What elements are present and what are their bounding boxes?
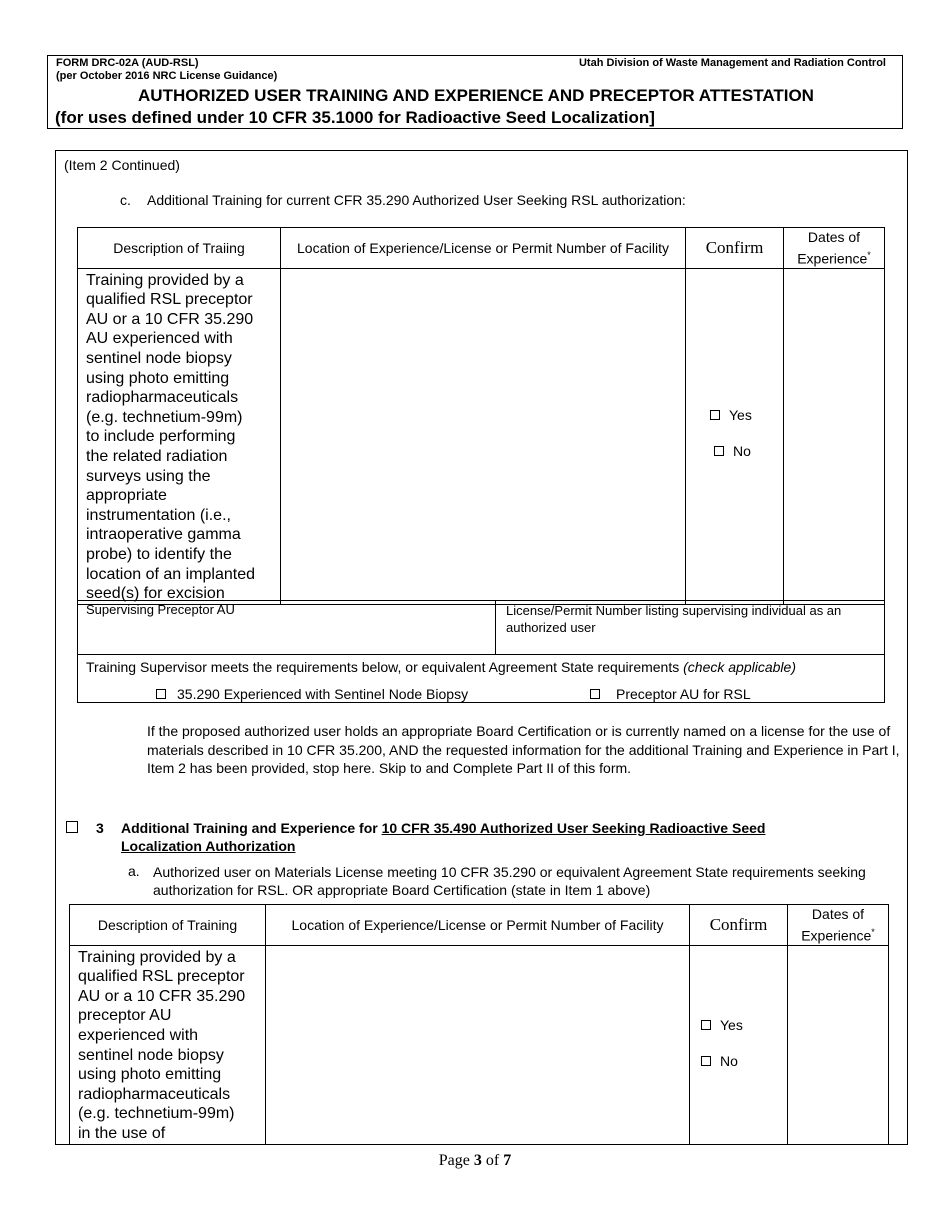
desc-line: (e.g. technetium-99m) bbox=[78, 1105, 235, 1123]
option-preceptor-au[interactable] bbox=[590, 686, 751, 702]
dates-label: Dates of Experience bbox=[801, 906, 872, 944]
dates-input-cell[interactable] bbox=[788, 945, 889, 1144]
desc-line: Training provided by a bbox=[86, 271, 244, 289]
of-word: of bbox=[485, 1152, 500, 1169]
supervisor-requirements bbox=[78, 655, 885, 703]
item3-heading-prefix: Additional Training and Experience for bbox=[121, 820, 382, 836]
no-label: No bbox=[733, 442, 751, 459]
desc-line: seed(s) for excision bbox=[86, 585, 225, 603]
form-title: AUTHORIZED USER TRAINING AND EXPERIENCE AND PRECEPTOR ATTESTATION bbox=[138, 86, 814, 105]
check-applicable: (check applicable) bbox=[683, 659, 796, 675]
supervisor-meets-label: Training Supervisor meets the requirements below, or equivalent Agreement State requirements bbox=[86, 659, 684, 675]
item3-heading-line2: Localization Authorization bbox=[121, 838, 296, 854]
desc-line: appropriate bbox=[86, 487, 167, 505]
preceptor-au-label: Preceptor AU for RSL bbox=[616, 686, 751, 702]
sentinel-node-label: 35.290 Experienced with Sentinel Node Biopsy bbox=[177, 686, 469, 702]
dates-label: Dates of Experience bbox=[797, 229, 868, 267]
col-header-confirm: Confirm bbox=[686, 228, 784, 269]
no-label: No bbox=[720, 1052, 738, 1069]
desc-line: AU experienced with bbox=[86, 330, 233, 348]
item3-number: 3 bbox=[96, 820, 104, 836]
preceptor-au-checkbox[interactable] bbox=[590, 689, 600, 699]
desc-line: AU or a 10 CFR 35.290 bbox=[78, 987, 246, 1005]
col-header-dates bbox=[788, 905, 889, 946]
yes-checkbox[interactable] bbox=[701, 1020, 711, 1030]
desc-line: using photo emitting bbox=[86, 369, 230, 387]
confirm-cell bbox=[686, 268, 784, 604]
confirm-cell bbox=[690, 945, 788, 1144]
confirm-no-option[interactable] bbox=[701, 1053, 787, 1069]
yes-label: Yes bbox=[720, 1016, 743, 1033]
page-current: 3 bbox=[473, 1152, 482, 1169]
item3-heading-underlined: 10 CFR 35.490 Authorized User Seeking Radioactive Seed bbox=[381, 820, 766, 836]
desc-line: AU or a 10 CFR 35.290 bbox=[86, 310, 254, 328]
confirm-yes-option[interactable] bbox=[710, 407, 783, 423]
desc-line: instrumentation (i.e., bbox=[86, 506, 231, 524]
desc-line: (e.g. technetium-99m) bbox=[86, 408, 243, 426]
desc-line: preceptor AU bbox=[78, 1007, 172, 1025]
form-subtitle: (for uses defined under 10 CFR 35.1000 for Radioactive Seed Localization] bbox=[55, 108, 655, 127]
dates-mark: * bbox=[867, 250, 871, 260]
board-certification-note: If the proposed authorized user holds an appropriate Board Certification or is currently named on a license for the use of materials described in 10 CFR 35.200, AND the requested information for the additional Training and Experience in Part I, Item 2 has been provided, stop here. Skip to and Complete Part II of this form. bbox=[147, 723, 900, 776]
guidance-note: (per October 2016 NRC License Guidance) bbox=[56, 70, 278, 82]
confirm-no-option[interactable] bbox=[714, 443, 783, 459]
item2c-label: c. bbox=[120, 192, 131, 208]
col-header-location: Location of Experience/License or Permit Number of Facility bbox=[281, 228, 686, 269]
location-input-cell[interactable] bbox=[266, 945, 690, 1144]
dates-input-cell[interactable] bbox=[784, 268, 885, 604]
item2c-text: Additional Training for current CFR 35.290 Authorized User Seeking RSL authorization: bbox=[147, 192, 686, 208]
col-header-dates bbox=[784, 228, 885, 269]
training-table-3a bbox=[69, 904, 889, 1145]
item3-checkbox[interactable] bbox=[66, 821, 78, 833]
option-sentinel-node[interactable] bbox=[156, 686, 468, 702]
sentinel-node-checkbox[interactable] bbox=[156, 689, 166, 699]
desc-line: radiopharmaceuticals bbox=[86, 389, 239, 407]
form-header bbox=[47, 55, 903, 129]
desc-line: in the use of bbox=[78, 1125, 166, 1142]
desc-line: the related radiation bbox=[86, 448, 228, 465]
yes-checkbox[interactable] bbox=[710, 410, 720, 420]
col-header-location: Location of Experience/License or Permit Number of Facility bbox=[266, 905, 690, 946]
no-checkbox[interactable] bbox=[701, 1056, 711, 1066]
desc-line: sentinel node biopsy bbox=[78, 1046, 224, 1064]
desc-line: using photo emitting bbox=[78, 1066, 222, 1084]
col-header-description: Description of Training bbox=[70, 905, 266, 946]
desc-line: sentinel node biopsy bbox=[86, 350, 232, 368]
desc-line: to include performing bbox=[86, 428, 236, 446]
form-id: FORM DRC-02A (AUD-RSL) bbox=[56, 57, 199, 69]
training-description bbox=[78, 268, 281, 604]
desc-line: surveys using the bbox=[86, 467, 211, 485]
desc-line: location of an implanted bbox=[86, 565, 255, 583]
dates-mark: * bbox=[871, 927, 875, 937]
confirm-yes-option[interactable] bbox=[701, 1017, 787, 1033]
item3a-text: Authorized user on Materials License meeting 10 CFR 35.290 or equivalent Agreement State requirements seeking authorization for RSL. OR appropriate Board Certification (state in Item 1 above) bbox=[153, 864, 866, 898]
item3-heading bbox=[121, 820, 765, 836]
training-table-2c bbox=[77, 227, 885, 605]
agency-name: Utah Division of Waste Management and Radiation Control bbox=[578, 57, 886, 69]
supervisor-meets-text bbox=[86, 659, 796, 675]
col-header-confirm: Confirm bbox=[690, 905, 788, 946]
desc-line: experienced with bbox=[78, 1027, 199, 1045]
desc-line: intraoperative gamma bbox=[86, 526, 241, 544]
license-permit-field[interactable]: License/Permit Number listing supervising individual as an authorized user bbox=[496, 601, 885, 655]
supervisor-table bbox=[77, 600, 885, 703]
desc-line: qualified RSL preceptor bbox=[86, 291, 253, 309]
page-total: 7 bbox=[503, 1152, 512, 1169]
no-checkbox[interactable] bbox=[714, 446, 724, 456]
desc-line: qualified RSL preceptor bbox=[78, 968, 245, 986]
supervising-preceptor-field[interactable]: Supervising Preceptor AU bbox=[78, 601, 496, 655]
col-header-description: Description of Traiing bbox=[78, 228, 281, 269]
desc-line: probe) to identify the bbox=[86, 545, 232, 563]
location-input-cell[interactable] bbox=[281, 268, 686, 604]
desc-line: radiopharmaceuticals bbox=[78, 1085, 231, 1103]
item3a-label: a. bbox=[128, 863, 140, 879]
desc-line: Training provided by a bbox=[78, 948, 236, 966]
page-number bbox=[0, 1152, 950, 1170]
training-description bbox=[70, 945, 266, 1144]
page-word: Page bbox=[438, 1152, 470, 1169]
yes-label: Yes bbox=[729, 406, 752, 423]
item2-continued: (Item 2 Continued) bbox=[64, 157, 180, 173]
